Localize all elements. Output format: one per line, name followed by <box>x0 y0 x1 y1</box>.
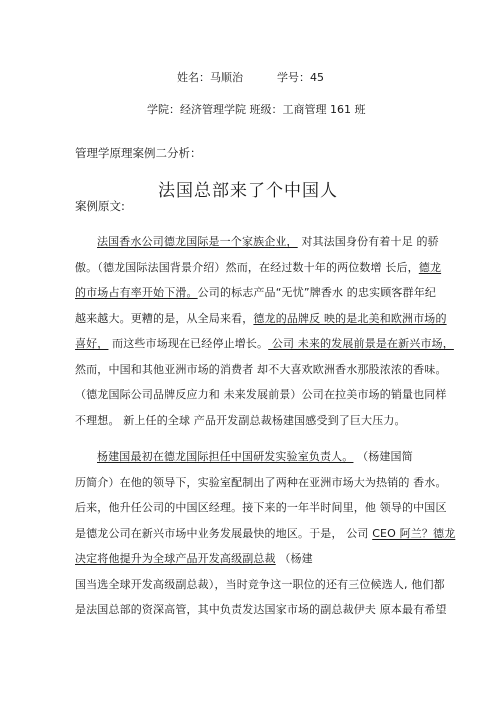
underlined-text: 法国香水公司德龙国际是一个家族企业， <box>97 235 298 248</box>
text-segment: （杨建 <box>275 552 313 565</box>
text-segment: 不理想。 新上任的全球 产品开发副总裁杨建国感受到了巨大压力。 <box>75 413 406 427</box>
paragraph-line <box>75 259 441 275</box>
text-segment: （杨建国简 <box>353 450 413 463</box>
paragraph-line <box>75 412 406 428</box>
text-segment: 是德龙公司在新兴市场中业务发展最快的地区。于是， 公司 <box>75 526 373 540</box>
college-class-line: 学院：经济管理学院 班级：工商管理 161 班 <box>147 103 366 116</box>
paragraph-line <box>75 576 445 592</box>
underlined-text: 杨建国最初在德龙国际担任中国研发实验室负责人。 <box>97 450 354 463</box>
underlined-text: 德龙 <box>418 260 442 274</box>
article-title: 法国总部来了个中国人 <box>158 181 338 201</box>
text-segment: 国当选全球开发高级副总裁），当时竞争这一职位的还有三位候选人, 他们都 <box>75 577 445 591</box>
paragraph-line <box>75 474 447 490</box>
student-id: 学号：45 <box>277 71 324 84</box>
underlined-text: 决定将他提升为全球产品开发高级副总裁 <box>75 552 276 565</box>
paragraph-line <box>97 233 439 249</box>
text-segment: 然而，中国和其他亚洲市场的消费者 却不大喜欢欧洲香水那股浓浓的香味。 <box>75 362 447 376</box>
paragraph-line <box>75 550 313 566</box>
paragraph-line <box>75 310 447 326</box>
text-segment: 越来越大。更糟的是，从全局来看， <box>75 311 254 325</box>
underlined-text: CEO 阿兰？德龙 <box>372 526 456 540</box>
original-text-label: 案例原文: <box>75 199 125 213</box>
text-segment: 而这些市场现在已经停止增长。 <box>108 337 269 350</box>
underlined-text: 公司 未来的发展前景是在新兴市场， <box>268 337 454 350</box>
paragraph-line <box>75 361 447 377</box>
text-segment: 傲。（德龙国际法国背景介绍）然而，在经过数十年的两位数增 长后， <box>75 260 419 274</box>
paragraph-line <box>75 335 454 351</box>
underlined-text: 的市场占有率开始下滑。 <box>75 286 198 299</box>
text-segment: 后来，他升任公司的中国区经理。接下来的一年半时间里，他 领导的中国区 <box>75 501 447 514</box>
underlined-text: 喜好， <box>75 337 109 350</box>
paragraph-line <box>75 601 447 617</box>
text-segment: 公司的标志产品“无忧”牌香水 的忠实顾客群年纪 <box>197 286 436 299</box>
text-segment: 是法国总部的资深高管，其中负责发达国家市场的副总裁伊夫 原本最有希望 <box>75 603 447 616</box>
paragraph-line <box>75 284 436 300</box>
paragraph-line <box>97 448 413 464</box>
text-segment: 对其法国身份有着十足 的骄 <box>297 235 439 248</box>
student-name: 姓名：马顺治 <box>177 71 243 84</box>
text-segment: 历简介）在他的领导下，实验室配制出了两种在亚洲市场大为热销的 香水。 <box>75 475 447 489</box>
text-segment: （德龙国际公司品牌反应力和 未来发展前景）公司在拉美市场的销量也同样 <box>75 388 447 401</box>
paragraph-line <box>75 499 447 515</box>
underlined-text: 德龙的品牌反 映的是北美和欧洲市场的 <box>253 311 447 325</box>
paragraph-line <box>75 386 447 402</box>
paragraph-line <box>75 525 455 541</box>
section-heading: 管理学原理案例二分析： <box>75 146 202 160</box>
